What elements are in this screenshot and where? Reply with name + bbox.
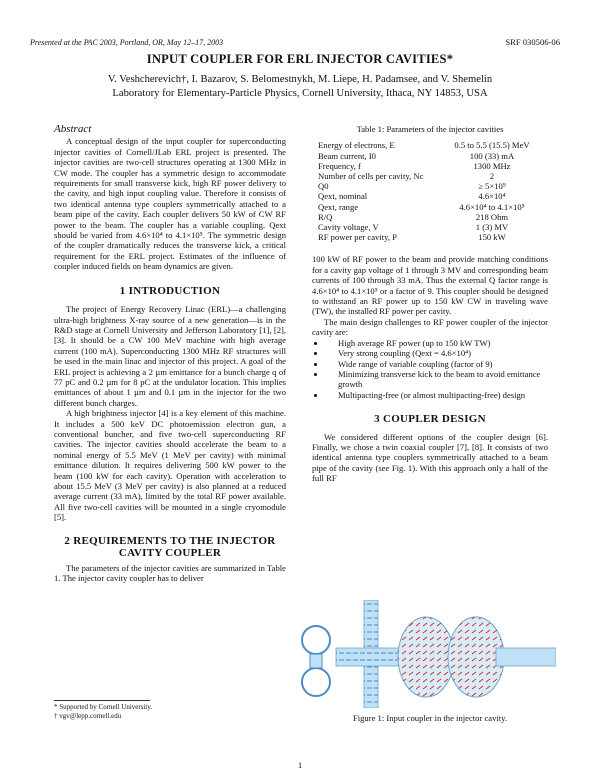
footnotes <box>54 703 286 721</box>
table-row <box>318 191 542 201</box>
report-number: SRF 030506-06 <box>505 37 560 47</box>
section-2-heading-line1: 2 REQUIREMENTS TO THE INJECTOR <box>64 534 276 547</box>
footnote-support: * Supported by Cornell University. <box>54 703 153 711</box>
table-cell-label: RF power per cavity, P <box>318 232 397 243</box>
table-row <box>318 222 542 232</box>
right-paragraph-1: 100 kW of RF power to the beam and provide matching conditions for a cavity gap voltage of 1 through 3 MV and corresponding beam currents of 100 through 33 mA. Thus the external Q factor range is 4.6×10⁴ to 4.1×10⁵ or a factor of 9. This coupler should be designed to withstand an RF power up to 150 kW CW in traveling wave (TW), the installed RF power per cavity. <box>312 254 548 317</box>
section-1-heading: 1 INTRODUCTION <box>119 284 221 297</box>
cavity-cell-1-field <box>398 617 454 697</box>
table-cell-value: 150 kW <box>478 232 506 243</box>
table-row <box>318 202 542 212</box>
affiliation: Laboratory for Elementary-Particle Physics, Cornell University, Ithaca, NY 14853, USA <box>112 88 488 99</box>
section-2-heading-line2: CAVITY COUPLER <box>118 546 222 559</box>
list-item: • Minimizing transverse kick to the beam to avoid emittance growth <box>326 369 548 390</box>
list-item: • Very strong coupling (Qext = 4.6×10⁴) <box>326 348 548 358</box>
table-cell-value: 100 (33) mA <box>469 150 515 161</box>
table-row <box>318 161 542 171</box>
table-row <box>318 212 542 222</box>
table-1 <box>312 140 548 242</box>
list-item: • High average RF power (up to 150 kW TW) <box>326 338 548 348</box>
beam-pipe-right <box>496 648 556 666</box>
table-1-caption: Table 1: Parameters of the injector cavities <box>356 124 504 134</box>
table-cell-value: 4.6×10⁴ to 4.1×10⁵ <box>459 201 525 212</box>
table-cell-label: Frequency, f <box>318 160 361 171</box>
figure-1-caption: Figure 1: Input coupler in the injector cavity. <box>352 713 508 723</box>
table-cell-label: R/Q <box>318 211 333 222</box>
footnote-email: † vgv@lepp.cornell.edu <box>54 712 122 720</box>
right-column <box>312 124 548 484</box>
table-cell-value: ≥ 5×10⁹ <box>478 181 506 192</box>
requirements-paragraph: The parameters of the injector cavities are summarized in Table 1. The injector cavity coupler has to deliver <box>54 562 286 584</box>
list-item: • Multipacting-free (or almost multipacting-free) design <box>326 390 548 400</box>
table-cell-value: 4.6×10⁴ <box>478 191 506 202</box>
coupler-design-paragraph: We considered different options of the coupler design [6]. Finally, we chose a twin coaxial coupler [7], [8]. It consists of two identical antenna type couplers symmetrically attached to a beam pipe of the cavity (see Fig. 1). With this approach only a half of the full RF <box>312 431 548 484</box>
figure-1 <box>296 600 556 708</box>
coax-port-lower <box>302 668 330 696</box>
table-row <box>318 232 542 242</box>
coax-port-upper <box>302 626 330 654</box>
abstract-heading: Abstract <box>54 123 92 135</box>
footnote-rule <box>54 700 150 701</box>
left-column <box>54 124 286 583</box>
table-cell-value: 1 (3) MV <box>475 222 509 233</box>
table-cell-label: Qext, nominal <box>318 191 368 202</box>
challenges-list <box>312 338 548 400</box>
table-cell-label: Energy of electrons, E <box>318 140 395 151</box>
author-block <box>0 73 600 101</box>
page-number: 1 <box>297 760 303 770</box>
coupler-field-plot <box>296 600 556 708</box>
section-3-heading: 3 COUPLER DESIGN <box>374 413 486 426</box>
table-cell-value: 218 Ohm <box>475 211 509 222</box>
table-cell-label: Number of cells per cavity, Nc <box>318 171 424 182</box>
table-cell-label: Beam current, I0 <box>318 150 376 161</box>
intro-paragraph-1: The project of Energy Recovery Linac (ERL)—a challenging ultra-high brightness X-ray source of a new generation—is in the R&D stage at Cornell University and Jefferson Laboratory [1], [2], [3]. It should be a CW 100 MeV machine with high average current (100 mA). Superconducting 1300 MHz RF structures will be used in the main linac and injector of this project. A goal of the ERL project is achieving a 2 µm emittance for a bunch charge q of 77 pC and 0.2 µm for 8 pC at the undulator location. This implies emittances of about 1 µm and 0.1 µm in the injector for the two different bunch charges. <box>54 304 286 408</box>
table-row <box>318 181 542 191</box>
paper-title: INPUT COUPLER FOR ERL INJECTOR CAVITIES* <box>146 52 454 66</box>
authors: V. Veshcherevich†, I. Bazarov, S. Belomestnykh, M. Liepe, H. Padamsee, and V. Shemelin <box>107 74 493 85</box>
intro-paragraph-2: A high brightness injector [4] is a key element of this machine. It includes a 500 keV DC photoemission electron gun, a conventional buncher, and five two-cell superconducting RF cavities. The injector cavities should accelerate the beam to a nominal energy of 5.5 MeV (1 MeV per cavity) with minimal emittance dilution. It requires delivering 500 kW power to the beam (100 kW for each cavity). Operation with acceleration to about 15.5 MeV (3 MeV per cavity) is also planned at a reduced average current (33 mA), limited by the total RF power available. All five two-cell cavities will be mounted in a single cryomodule [5]. <box>54 408 286 523</box>
table-cell-label: Q0 <box>318 181 329 192</box>
right-paragraph-2: The main design challenges to RF power coupler of the injector cavity are: <box>312 316 548 338</box>
conference-header: Presented at the PAC 2003, Portland, OR, May 12–17, 2003 <box>30 38 224 47</box>
table-cell-value: 1300 MHz <box>473 160 511 171</box>
section-2-heading <box>54 535 286 559</box>
abstract-text: A conceptual design of the input coupler for superconducting injector cavities of Cornell/JLab ERL project is presented. The injector cavities are two-cell structures operating at 1300 MHz in CW mode. The coupler has a symmetric design to accommodate requirements for small transverse kick, high RF power delivery to the cavity, and high input coupling value. Therefore it consists of two identical antenna type couplers symmetrically attached to a beam pipe of the cavity. Each coupler delivers 50 kW of CW RF power to the beam. The coupler has a variable coupling. Qext should be varied from 4.6×10⁴ to 4.1×10⁵. The symmetric design of the coupler dramatically reduces the transverse kick, a critical requirement for the ERL project. Estimates of the influence of coupler induced fields on beam dynamics are given. <box>54 136 286 272</box>
beam-pipe-left <box>310 654 322 668</box>
table-row <box>318 140 542 150</box>
list-item: • Wide range of variable coupling (factor of 9) <box>326 359 548 369</box>
table-cell-value: 0.5 to 5.5 (15.5) MeV <box>454 140 530 151</box>
table-row <box>318 151 542 161</box>
table-cell-label: Cavity voltage, V <box>318 222 379 233</box>
table-row <box>318 171 542 181</box>
beam-pipe-field-pattern <box>336 648 406 666</box>
table-cell-value: 2 <box>489 171 495 182</box>
table-cell-label: Qext, range <box>318 201 359 212</box>
